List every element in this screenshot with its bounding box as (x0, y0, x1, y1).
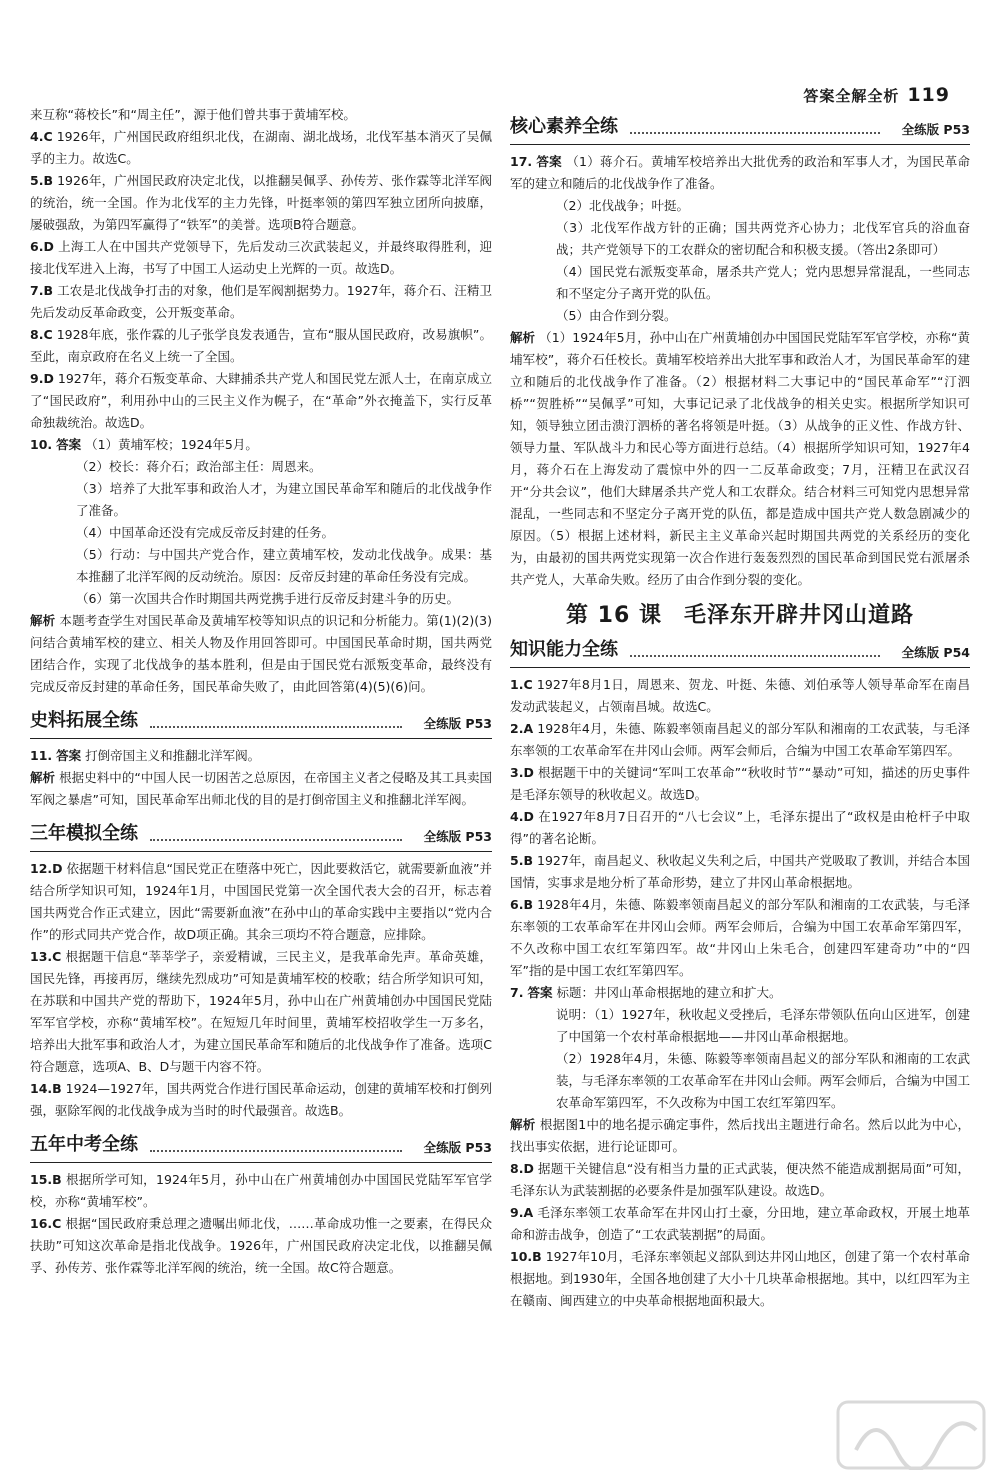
answer-text: 说明：（1）1927年，秋收起义受挫后，毛泽东带领队伍向山区进军，创建了中国第一个农村革命根据地——井冈山革命根据地。 (556, 1007, 970, 1044)
answer-text: 打倒帝国主义和推翻北洋军阀。 (85, 748, 261, 763)
answer-text: （1）黄埔军校；1924年5月。 (85, 437, 258, 452)
answer-item (510, 151, 970, 195)
question-number: 17. (510, 154, 533, 169)
question-number: 8.D (510, 1161, 534, 1176)
question-number: 9.A (510, 1205, 534, 1220)
answer-item (510, 674, 970, 718)
question-number: 5.B (510, 853, 533, 868)
answer-text: 工农是北伐战争打击的对象，他们是军阀割据势力。1927年，蒋介石、汪精卫先后发动反革命政变，公开叛变革命。 (30, 283, 492, 320)
answer-item (30, 858, 492, 946)
question-number: 4.D (510, 809, 534, 824)
answer-text: 1927年8月1日，周恩来、贺龙、叶挺、朱德、刘伯承等人领导革命军在南昌发动武装起义，占领南昌城。故选C。 (510, 677, 970, 714)
answer-item (30, 1078, 492, 1122)
answer-item (30, 745, 492, 767)
answer-tag: 答案 (56, 748, 82, 763)
question-number: 3.D (510, 765, 534, 780)
answer-text: 本题考查学生对国民革命及黄埔军校等知识点的识记和分析能力。第(1)(2)(3)问结合黄埔军校的建立、相关人物及作用回答即可。中国国民革命时期，国共两党团结合作，实现了北伐战争的基本胜利，但是由于国民党右派叛变革命，最终没有完成反帝反封建的革命任务，国民革命失败了，由此回答第(4)(5)(6)问。 (30, 613, 492, 694)
answer-text: （4）中国革命还没有完成反帝反封建的任务。 (76, 525, 334, 540)
answer-text: 上海工人在中国共产党领导下，先后发动三次武装起义，并最终取得胜利，迎接北伐军进入上海，书写了中国工人运动史上光辉的一页。故选D。 (30, 239, 492, 276)
answer-text: 在1927年8月7日召开的“八七会议”上，毛泽东提出了“政权是由枪杆子中取得”的著名论断。 (510, 809, 970, 846)
answer-item (30, 280, 492, 324)
section-title: 知识能力全练 (510, 639, 624, 661)
answer-subitem (30, 588, 492, 610)
question-number: 7.B (30, 283, 53, 298)
answer-subitem (510, 1048, 970, 1114)
answer-text: 1927年10月，毛泽东率领起义部队到达井冈山地区，创建了第一个农村革命根据地。到1930年，全国各地创建了大小十几块革命根据地。其中，以红四军为主在赣南、闽西建立的中央革命根据地面积最大。 (510, 1249, 970, 1308)
question-number: 15.B (30, 1172, 62, 1187)
dotted-leader (630, 655, 880, 657)
question-number: 8.C (30, 327, 53, 342)
answer-text: （3）北伐军作战方针的正确；国共两党齐心协力；北伐军官兵的浴血奋战；共产党领导下的工农群众的密切配合和积极支援。（答出2条即可） (556, 220, 970, 257)
answer-text: （2）北伐战争；叶挺。 (556, 198, 689, 213)
dotted-leader (630, 132, 880, 134)
section-heading (30, 821, 492, 852)
answer-item (510, 718, 970, 762)
answer-text: 根据题干信息“莘莘学子，亲爱精诚，三民主义，是我革命先声。革命英雄，国民先锋，再接再厉，继续先烈成功”可知是黄埔军校的校歌；结合所学知识可知，在苏联和中国共产党的帮助下，1924年5月，孙中山在广州黄埔创办中国国民党陆军军官学校，亦称“黄埔军校”。在短短几年时间里，黄埔军校招收学生一万多名，培养出大批军事和政治人才，为建立国民革命军和随后的北伐战争作了准备。选项C符合题意，选项A、B、D与题干内容不符。 (30, 949, 492, 1074)
answer-tag: 解析 (510, 330, 536, 345)
dotted-leader (150, 726, 402, 728)
answer-item (510, 1158, 970, 1202)
answer-tag: 答案 (536, 154, 562, 169)
answer-text: 1928年底，张作霖的儿子张学良发表通告，宣布“服从国民政府，改易旗帜”。至此，南京政府在名义上统一了全国。 (30, 327, 493, 364)
section-page-ref: 全练版 P53 (418, 713, 492, 735)
section-heading (30, 708, 492, 739)
lesson-title (510, 605, 970, 627)
answer-subitem (30, 544, 492, 588)
answer-item (30, 1213, 492, 1279)
answer-text: （6）第一次国共合作时期国共两党携手进行反帝反封建斗争的历史。 (76, 591, 459, 606)
answer-text: 根据题干中的关键词“军叫工农革命”“秋收时节”“暴动”可知，描述的历史事件是毛泽东领导的秋收起义。故选D。 (510, 765, 970, 802)
answer-item (30, 434, 492, 456)
question-number: 10. (30, 437, 53, 452)
answer-item (30, 368, 492, 434)
answer-text: 来互称“蒋校长”和“周主任”，源于他们曾共事于黄埔军校。 (30, 107, 356, 122)
answer-text: 1927年，蒋介石叛变革命、大肆捕杀共产党人和国民党左派人士，在南京成立了“国民政府”，利用孙中山的三民主义作为幌子，在“革命”外衣掩盖下，实行反革命独裁统治。故选D。 (30, 371, 492, 430)
answer-item (510, 1246, 970, 1312)
answer-subitem (510, 217, 970, 261)
answer-text: 1927年，南昌起义、秋收起义失利之后，中国共产党吸取了教训，并结合本国国情，实事求是地分析了革命形势，建立了井冈山革命根据地。 (510, 853, 970, 890)
answer-text: （2）1928年4月，朱德、陈毅等率领南昌起义的部分军队和湘南的工农武装，与毛泽东率领的工农革命军在井冈山会师。两军会师后，合编为中国工农革命军第四军，不久改称为中国工农红军第四军。 (556, 1051, 970, 1110)
answer-item (30, 104, 492, 126)
lesson-number: 第 16 课 (566, 603, 662, 628)
section-page-ref: 全练版 P53 (418, 1137, 492, 1159)
right-column (510, 104, 970, 1312)
answer-subitem (510, 261, 970, 305)
question-number: 16.C (30, 1216, 62, 1231)
section-title: 核心素养全练 (510, 116, 624, 138)
answer-text: （1）1924年5月，孙中山在广州黄埔创办中国国民党陆军军官学校，亦称“黄埔军校”，蒋介石任校长。黄埔军校培养出大批军事和政治人才，为国民革命军的建立和随后的北伐战争作了准备。（2）根据材料二大事记中的“国民革命军”“汀泗桥”“贺胜桥”“吴佩孚”可知，大事记记录了北伐战争的相关史实。根据所学知识可知，领导独立团击溃汀泗桥的著名将领是叶挺。（3）从战争的正义性、作战方针、领导力量、军队战斗力和民心等方面进行总结。（4）根据所学知识可知，1927年4月，蒋介石在上海发动了震惊中外的四一二反革命政变；7月，汪精卫在武汉召开“分共会议”，他们大肆屠杀共产党人和工农群众。结合材料三可知党内思想异常混乱，一些同志和不坚定分子离开党的队伍，都是造成中国共产党人数急剧减少的原因。（5）根据上述材料，新民主主义革命兴起时期国共两党的关系经历的变化为，由最初的国共两党实现第一次合作进行轰轰烈烈的国民革命到国民党右派屠杀共产党人，大革命失败。经历了由合作到分裂的变化。 (510, 330, 970, 587)
answer-text: 毛泽东率领工农革命军在井冈山打土豪，分田地，建立革命政权，开展土地革命和游击战争，创造了“工农武装割据”的局面。 (510, 1205, 970, 1242)
answer-subitem (30, 522, 492, 544)
answer-text: 据题干关键信息“没有相当力量的正式武装，便决然不能造成割据局面”可知，毛泽东认为武装割据的必要条件是加强军队建设。故选D。 (510, 1161, 970, 1198)
question-number: 1.C (510, 677, 533, 692)
answer-subitem (30, 478, 492, 522)
answer-text: （1）蒋介石。黄埔军校培养出大批优秀的政治和军事人才，为国民革命军的建立和随后的北伐战争作了准备。 (510, 154, 970, 191)
answer-item (510, 762, 970, 806)
answer-item (30, 610, 492, 698)
question-number: 11. (30, 748, 53, 763)
question-number: 9.D (30, 371, 54, 386)
answer-text: 根据“国民政府秉总理之遗嘱出师北伐，……革命成功惟一之要素，在得民众扶助”可知这次革命是指北伐战争。1926年，广州国民政府决定北伐，以推翻吴佩孚、孙传芳、张作霖等北洋军阀的统治，统一全国。故C符合题意。 (30, 1216, 492, 1275)
answer-text: （4）国民党右派叛变革命，屠杀共产党人；党内思想异常混乱，一些同志和不坚定分子离开党的队伍。 (556, 264, 970, 301)
section-heading (510, 114, 970, 145)
section-title: 三年模拟全练 (30, 823, 144, 845)
answer-tag: 解析 (510, 1117, 536, 1132)
answer-item (510, 1202, 970, 1246)
answer-text: 1928年4月，朱德、陈毅率领南昌起义的部分军队和湘南的工农武装，与毛泽东率领的工农革命军在井冈山会师。两军会师后，合编为中国工农革命军第四军。 (510, 721, 970, 758)
question-number: 10.B (510, 1249, 542, 1264)
question-number: 6.D (30, 239, 54, 254)
question-number: 5.B (30, 173, 53, 188)
answer-item (30, 236, 492, 280)
watermark-logo (836, 1400, 986, 1470)
answer-item (510, 327, 970, 591)
answer-item (30, 767, 492, 811)
answer-text: （3）培养了大批军事和政治人才，为建立国民革命军和随后的北伐战争作了准备。 (76, 481, 492, 518)
answer-tag: 解析 (30, 770, 56, 785)
answer-subitem (30, 456, 492, 478)
answer-text: 依据题干材料信息“国民党正在堕落中死亡，因此要救活它，就需要新血液”并结合所学知识可知，1924年1月，中国国民党第一次全国代表大会的召开，标志着国共两党合作正式建立，因此“需要新血液”在孙中山的革命实践中主要指以“党内合作”的形式同共产党合作，故D项正确。其余三项均不符合题意，应排除。 (30, 861, 492, 942)
answer-text: 1928年4月，朱德、陈毅率领南昌起义的部分军队和湘南的工农武装，与毛泽东率领的工农革命军在井冈山会师。两军会师后，合编为中国工农革命军第四军，不久改称中国工农红军第四军。故“井冈山上朱毛合，创建四军建奇功”中的“四军”指的是中国工农红军第四军。 (510, 897, 970, 978)
answer-subitem (510, 195, 970, 217)
answer-text: 根据史料中的“中国人民一切困苦之总原因，在帝国主义者之侵略及其工具卖国军阀之暴虐”可知，国民革命军出师北伐的目的是打倒帝国主义和推翻北洋军阀。 (30, 770, 492, 807)
dotted-leader (150, 1150, 402, 1152)
answer-item (30, 170, 492, 236)
answer-item (510, 894, 970, 982)
answer-subitem (510, 305, 970, 327)
lesson-name: 毛泽东开辟井冈山道路 (683, 603, 914, 628)
section-page-ref: 全练版 P53 (418, 826, 492, 848)
section-heading (510, 637, 970, 668)
answer-item (30, 946, 492, 1078)
answer-item (510, 1114, 970, 1158)
answer-item (30, 324, 492, 368)
page-header (0, 0, 1000, 104)
section-title: 五年中考全练 (30, 1134, 144, 1156)
question-number: 6.B (510, 897, 533, 912)
answer-subitem (510, 1004, 970, 1048)
answer-item (510, 850, 970, 894)
section-heading (30, 1132, 492, 1163)
question-number: 7. (510, 985, 524, 1000)
answer-text: 根据图1中的地名提示确定事件，然后找出主题进行命名。然后以此为中心，找出事实依据，进行论证即可。 (510, 1117, 970, 1154)
answer-tag: 答案 (56, 437, 82, 452)
answer-text: （2）校长：蒋介石；政治部主任：周恩来。 (76, 459, 322, 474)
answer-tag: 答案 (527, 985, 553, 1000)
answer-tag: 解析 (30, 613, 56, 628)
header-title: 答案全解全析 (803, 87, 900, 105)
answer-text: 1924—1927年，国共两党合作进行国民革命运动，创建的黄埔军校和打倒列强，驱除军阀的北伐战争成为当时的时代最强音。故选B。 (30, 1081, 492, 1118)
question-number: 4.C (30, 129, 53, 144)
question-number: 12.D (30, 861, 63, 876)
answer-text: 根据所学可知，1924年5月，孙中山在广州黄埔创办中国国民党陆军军官学校，亦称“黄埔军校”。 (30, 1172, 492, 1209)
answer-text: 标题：井冈山革命根据地的建立和扩大。 (556, 985, 782, 1000)
section-page-ref: 全练版 P53 (896, 119, 970, 141)
left-column (30, 104, 492, 1279)
answer-item (510, 806, 970, 850)
dotted-leader (150, 839, 402, 841)
page-number: 119 (907, 84, 950, 106)
section-title: 史料拓展全练 (30, 710, 144, 732)
answer-text: 1926年，广州国民政府组织北伐，在湖南、湖北战场，北伐军基本消灭了吴佩孚的主力。故选C。 (30, 129, 492, 166)
answer-text: （5）由合作到分裂。 (556, 308, 677, 323)
question-number: 14.B (30, 1081, 62, 1096)
answer-item (30, 126, 492, 170)
answer-item (510, 982, 970, 1004)
question-number: 2.A (510, 721, 534, 736)
answer-text: （5）行动：与中国共产党合作，建立黄埔军校，发动北伐战争。成果：基本推翻了北洋军阀的反动统治。原因：反帝反封建的革命任务没有完成。 (76, 547, 492, 584)
question-number: 13.C (30, 949, 62, 964)
answer-text: 1926年，广州国民政府决定北伐，以推翻吴佩孚、孙传芳、张作霖等北洋军阀的统治，统一全国。作为北伐军的主力先锋，叶挺率领的第四军独立团所向披靡，屡破强敌，为第四军赢得了“铁军”的美誉。选项B符合题意。 (30, 173, 492, 232)
section-page-ref: 全练版 P54 (896, 642, 970, 664)
answer-item (30, 1169, 492, 1213)
